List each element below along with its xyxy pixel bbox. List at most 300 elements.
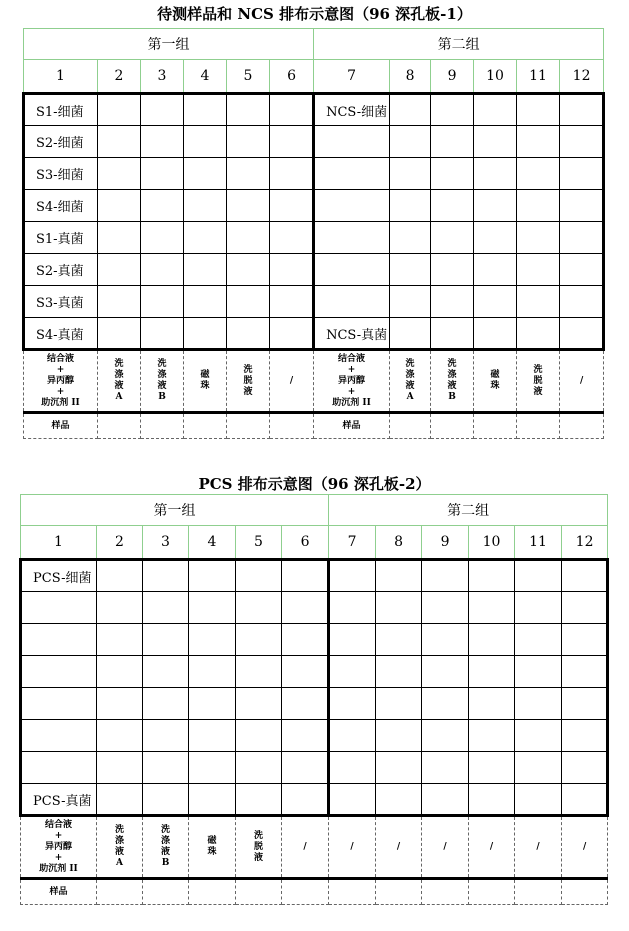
plate1-reagent-7-line: 异丙醇 [338, 375, 366, 386]
plate2-well-r6-c8 [376, 720, 422, 752]
plate1-well-r1-c11 [517, 94, 560, 126]
plate2-reagent-11 [515, 816, 562, 879]
plate2-well-r7-c10 [469, 752, 515, 784]
plate2-well-r1-c10 [469, 560, 515, 592]
plate1-well-r1-c3 [141, 94, 184, 126]
plate2-reagent-3-line: 洗 [160, 825, 170, 835]
plate1-well-r4-c10 [474, 190, 517, 222]
plate2-well-r2-c8 [376, 592, 422, 624]
plate2-well-r7-c9 [422, 752, 469, 784]
plate1-reagent-9-line: B [448, 392, 456, 402]
plate1-reagent-4 [184, 350, 227, 413]
plate2-group2-header: 第二组 [329, 495, 608, 526]
plate1-reagent-10 [474, 350, 517, 413]
plate2-sample-c5 [236, 879, 282, 905]
plate1-title: 待测样品和 NCS 排布示意图（96 深孔板-1） [157, 5, 472, 23]
plate1-reagent-11-line: 液 [533, 386, 543, 397]
plate2-well-r2-c2 [97, 592, 143, 624]
plate2-sample-c1: 样品 [21, 879, 97, 905]
plate1-well-r5-c3 [141, 222, 184, 254]
plate1-well-r4-c3 [141, 190, 184, 222]
plate1-well-r4-c11 [517, 190, 560, 222]
plate1-reagent-8-line: 涤 [405, 370, 415, 380]
plate2-well-r1-c4 [189, 560, 236, 592]
plate1-well-r4-c4 [184, 190, 227, 222]
plate2-well-r6-c10 [469, 720, 515, 752]
plate2-well-r8-c10 [469, 784, 515, 816]
plate2-well-r4-c12 [562, 656, 608, 688]
plate2-well-r1-c8 [376, 560, 422, 592]
plate1-sample-c6 [270, 413, 314, 439]
plate2-sample-c11 [515, 879, 562, 905]
plate2-reagent-10-line: / [489, 841, 494, 852]
plate2-well-r8-c1: PCS-真菌 [21, 784, 97, 816]
plate1-well-r8-c7: NCS-真菌 [314, 318, 390, 350]
plate2-reagent-2-line: A [116, 858, 123, 868]
plate1-well-r1-c7: NCS-细菌 [314, 94, 390, 126]
plate1-well-r8-c12 [560, 318, 604, 350]
plate2-well-r1-c12 [562, 560, 608, 592]
plate2-well-r1-c3 [143, 560, 189, 592]
plate2-well-r3-c9 [422, 624, 469, 656]
plate1-reagent-9 [431, 350, 474, 413]
plate1-well-r2-c7 [314, 126, 390, 158]
plate2-well-r4-c7 [329, 656, 376, 688]
plate1-well-r3-c4 [184, 158, 227, 190]
plate2-col-10-header: 10 [469, 526, 515, 560]
plate2-well-r3-c3 [143, 624, 189, 656]
plate1-reagent-8 [390, 350, 431, 413]
plate1-well-r6-c2 [98, 254, 141, 286]
plate1-well-r8-c2 [98, 318, 141, 350]
plate2-well-r7-c11 [515, 752, 562, 784]
plate1-well-r7-c11 [517, 286, 560, 318]
plate2-well-r1-c11 [515, 560, 562, 592]
plate2-well-r5-c12 [562, 688, 608, 720]
plate1-well-r3-c7 [314, 158, 390, 190]
plate2-sample-c9 [422, 879, 469, 905]
plate1-reagent-12 [560, 350, 604, 413]
plate2-well-r5-c10 [469, 688, 515, 720]
plate2-reagent-3-line: B [161, 858, 170, 868]
plate2-reagent-4 [189, 816, 236, 879]
plate1-sample-c7: 样品 [314, 413, 390, 439]
plate2-well-r3-c8 [376, 624, 422, 656]
plate2-well-r7-c12 [562, 752, 608, 784]
plate1-reagent-10-line: 珠 [490, 381, 500, 391]
plate1-well-r6-c8 [390, 254, 431, 286]
plate1-well-r8-c9 [431, 318, 474, 350]
plate1-sample-c1: 样品 [24, 413, 98, 439]
plate2-well-r6-c3 [143, 720, 189, 752]
plate2-reagent-6 [282, 816, 329, 879]
plate2-well-r1-c6 [282, 560, 329, 592]
plate2-well-r5-c5 [236, 688, 282, 720]
plate2-sample-c4 [189, 879, 236, 905]
plate1-well-r5-c1: S1-真菌 [24, 222, 98, 254]
plate1-well-r2-c11 [517, 126, 560, 158]
plate2-well-r2-c4 [189, 592, 236, 624]
plate2-reagent-3-line: 液 [160, 847, 170, 857]
plate1-well-r5-c5 [227, 222, 270, 254]
plate1-well-r2-c10 [474, 126, 517, 158]
plate1-col-2-header: 2 [98, 60, 141, 94]
plate2-reagent-3 [143, 816, 189, 879]
plate1-reagent-5-line: 液 [243, 386, 253, 397]
plate1-sample-c5 [227, 413, 270, 439]
plate1-well-r6-c4 [184, 254, 227, 286]
plate2-well-r5-c7 [329, 688, 376, 720]
plate2-well-r4-c3 [143, 656, 189, 688]
plate1-reagent-7 [314, 350, 390, 413]
plate2-col-9-header: 9 [422, 526, 469, 560]
plate1-well-r1-c4 [184, 94, 227, 126]
plate1-reagent-1-line: + [56, 364, 65, 375]
plate2-reagent-4-line: 珠 [207, 847, 217, 857]
plate2-well-r4-c5 [236, 656, 282, 688]
plate2-well-r4-c1 [21, 656, 97, 688]
plate1-well-r2-c3 [141, 126, 184, 158]
plate1-well-r2-c9 [431, 126, 474, 158]
plate1-reagent-1-line: 结合液 [46, 353, 74, 364]
plate2-reagent-5-line: 洗 [253, 830, 263, 841]
plate1-well-r6-c6 [270, 254, 314, 286]
plate2-well-r8-c7 [329, 784, 376, 816]
plate2-reagent-1-line: 结合液 [44, 819, 72, 830]
plate2-reagent-7-line: / [350, 841, 354, 852]
plate2-well-r2-c6 [282, 592, 329, 624]
plate2-well-r5-c4 [189, 688, 236, 720]
plate1-well-r8-c1: S4-真菌 [24, 318, 98, 350]
plate2-sample-c8 [376, 879, 422, 905]
plate1-well-r7-c2 [98, 286, 141, 318]
plate2-well-r7-c5 [236, 752, 282, 784]
plate2-sample-c7 [329, 879, 376, 905]
plate1-reagent-7-line: 结合液 [338, 353, 366, 364]
plate1-well-r1-c6 [270, 94, 314, 126]
plate2-well-r5-c6 [282, 688, 329, 720]
plate1-col-3-header: 3 [141, 60, 184, 94]
plate1-well-r7-c8 [390, 286, 431, 318]
plate1-reagent-2-line: A [115, 392, 123, 402]
plate1-well-r8-c11 [517, 318, 560, 350]
plate2-well-r6-c1 [21, 720, 97, 752]
plate2-well-r6-c6 [282, 720, 329, 752]
plate1-well-r7-c9 [431, 286, 474, 318]
plate2-reagent-12 [562, 816, 608, 879]
plate2-well-r3-c1 [21, 624, 97, 656]
plate2-well-r3-c2 [97, 624, 143, 656]
plate2-well-r7-c7 [329, 752, 376, 784]
plate2-col-12-header: 12 [562, 526, 608, 560]
plate2-well-r1-c7 [329, 560, 376, 592]
plate1-well-r3-c5 [227, 158, 270, 190]
plate1-col-7-header: 7 [314, 60, 390, 94]
plate2-col-8-header: 8 [376, 526, 422, 560]
plate1-well-r3-c2 [98, 158, 141, 190]
plate2-well-r6-c7 [329, 720, 376, 752]
plate1-well-r1-c1: S1-细菌 [24, 94, 98, 126]
plate1-reagent-9-line: 洗 [447, 359, 457, 369]
plate1-reagent-2 [98, 350, 141, 413]
plate1-well-r6-c5 [227, 254, 270, 286]
plate1-well-r3-c9 [431, 158, 474, 190]
plate2-well-r8-c6 [282, 784, 329, 816]
plate1-well-r6-c3 [141, 254, 184, 286]
plate2-well-r3-c5 [236, 624, 282, 656]
plate2-col-11-header: 11 [515, 526, 562, 560]
plate1-well-r2-c2 [98, 126, 141, 158]
plate1-reagent-3-line: 涤 [157, 370, 167, 380]
plate2-well-r2-c10 [469, 592, 515, 624]
plate2-reagent-1-line: 异丙醇 [44, 841, 72, 852]
plate2-title: PCS 排布示意图（96 深孔板-2） [198, 475, 431, 493]
plate1-well-r1-c9 [431, 94, 474, 126]
plate2-well-r1-c9 [422, 560, 469, 592]
plate1-reagent-11 [517, 350, 560, 413]
plate2-well-r2-c1 [21, 592, 97, 624]
plate2-reagent-7 [329, 816, 376, 879]
plate2-reagent-1-line: 助沉剂 II [39, 863, 78, 874]
plate2-well-r1-c2 [97, 560, 143, 592]
plate1-reagent-4-line: 珠 [200, 381, 210, 391]
plate1-well-r8-c8 [390, 318, 431, 350]
plate1-well-r6-c10 [474, 254, 517, 286]
plate1-sample-c12 [560, 413, 604, 439]
plate1-reagent-2-line: 涤 [114, 370, 124, 380]
plate1-sample-c8 [390, 413, 431, 439]
plate2-well-r5-c11 [515, 688, 562, 720]
plate1-sample-c9 [431, 413, 474, 439]
plate2-well-r7-c4 [189, 752, 236, 784]
plate2-well-r8-c8 [376, 784, 422, 816]
plate1-well-r3-c8 [390, 158, 431, 190]
plate2-well-r3-c4 [189, 624, 236, 656]
plate1-sample-c2 [98, 413, 141, 439]
plate1-sample-c4 [184, 413, 227, 439]
plate2-well-r4-c10 [469, 656, 515, 688]
plate1-col-8-header: 8 [390, 60, 431, 94]
plate2-col-7-header: 7 [329, 526, 376, 560]
plate1-well-r8-c3 [141, 318, 184, 350]
plate2-reagent-5-line: 液 [253, 852, 263, 863]
plate1-reagent-3-line: B [158, 392, 166, 402]
plate2-reagent-8-line: / [396, 841, 401, 852]
plate2-well-r8-c4 [189, 784, 236, 816]
plate1-reagent-8-line: 液 [405, 381, 415, 391]
plate2-well-r2-c3 [143, 592, 189, 624]
plate1-reagent-9-line: 液 [447, 381, 457, 391]
plate1-col-5-header: 5 [227, 60, 270, 94]
plate2-reagent-1-line: + [54, 852, 63, 863]
plate1-well-r3-c1: S3-细菌 [24, 158, 98, 190]
plate2-well-r4-c4 [189, 656, 236, 688]
plate2-well-r8-c12 [562, 784, 608, 816]
plate1-reagent-2-line: 洗 [114, 359, 124, 369]
plate1-col-1-header: 1 [24, 60, 98, 94]
plate1-well-r5-c11 [517, 222, 560, 254]
plate1-well-r4-c2 [98, 190, 141, 222]
plate2-well-r6-c9 [422, 720, 469, 752]
plate2-reagent-10 [469, 816, 515, 879]
plate1-reagent-7-line: 助沉剂 II [332, 397, 371, 408]
plate1-reagent-1-line: 助沉剂 II [41, 397, 80, 408]
plate2-reagent-5 [236, 816, 282, 879]
plate2-well-r6-c5 [236, 720, 282, 752]
plate2-reagent-1 [21, 816, 97, 879]
plate1-sample-c3 [141, 413, 184, 439]
plate1-well-r6-c1: S2-真菌 [24, 254, 98, 286]
plate2-col-4-header: 4 [189, 526, 236, 560]
plate2-col-5-header: 5 [236, 526, 282, 560]
plate2-sample-c12 [562, 879, 608, 905]
plate2-well-r8-c3 [143, 784, 189, 816]
plate2-well-r8-c9 [422, 784, 469, 816]
plate1-well-r1-c10 [474, 94, 517, 126]
plate1-well-r8-c5 [227, 318, 270, 350]
plate1-reagent-5-line: 洗 [243, 364, 253, 375]
plate1-well-r7-c5 [227, 286, 270, 318]
plate1-well-r8-c4 [184, 318, 227, 350]
plate2-reagent-1-line: + [54, 830, 63, 841]
plate2-well-r7-c1 [21, 752, 97, 784]
plate1-well-r4-c9 [431, 190, 474, 222]
plate2-well-r4-c11 [515, 656, 562, 688]
plate1-well-r7-c7 [314, 286, 390, 318]
plate1-col-12-header: 12 [560, 60, 604, 94]
plate1-well-r5-c6 [270, 222, 314, 254]
plate1-well-r2-c8 [390, 126, 431, 158]
plate1-well-r3-c3 [141, 158, 184, 190]
plate2-reagent-3-line: 涤 [160, 836, 170, 846]
plate1-well-r5-c12 [560, 222, 604, 254]
plate1-reagent-3 [141, 350, 184, 413]
plate1-col-9-header: 9 [431, 60, 474, 94]
plate1-well-r3-c10 [474, 158, 517, 190]
plate1-well-r4-c7 [314, 190, 390, 222]
plate1-well-r2-c12 [560, 126, 604, 158]
plate2-sample-c3 [143, 879, 189, 905]
plate1-well-r5-c10 [474, 222, 517, 254]
plate1-reagent-1-line: + [56, 386, 65, 397]
plate2-col-2-header: 2 [97, 526, 143, 560]
plate2-well-r4-c8 [376, 656, 422, 688]
plate2-well-r2-c5 [236, 592, 282, 624]
plate2-reagent-2-line: 洗 [114, 825, 124, 835]
plate1-reagent-7-line: + [347, 364, 356, 375]
plate2-well-r2-c12 [562, 592, 608, 624]
plate1-well-r4-c6 [270, 190, 314, 222]
plate1-group1-header: 第一组 [24, 29, 314, 60]
plate1-reagent-1 [24, 350, 98, 413]
plate1-well-r7-c1: S3-真菌 [24, 286, 98, 318]
plate1-well-r5-c2 [98, 222, 141, 254]
plate2-well-r6-c11 [515, 720, 562, 752]
plate1-well-r1-c12 [560, 94, 604, 126]
plate1-well-r3-c11 [517, 158, 560, 190]
plate1-reagent-5 [227, 350, 270, 413]
plate1-reagent-11-line: 洗 [533, 364, 543, 375]
plate1-well-r2-c5 [227, 126, 270, 158]
plate1-well-r5-c8 [390, 222, 431, 254]
plate1-sample-c10 [474, 413, 517, 439]
plate2-well-r2-c11 [515, 592, 562, 624]
plate1-reagent-10-line: 磁 [490, 370, 500, 380]
plate1-well-r7-c10 [474, 286, 517, 318]
plate1-well-r5-c9 [431, 222, 474, 254]
plate1-table [22, 28, 605, 439]
plate1-well-r5-c7 [314, 222, 390, 254]
plate2-well-r3-c10 [469, 624, 515, 656]
plate2-group1-header: 第一组 [21, 495, 329, 526]
plate2-well-r5-c8 [376, 688, 422, 720]
plate2-reagent-12-line: / [582, 841, 587, 852]
plate2-reagent-9 [422, 816, 469, 879]
plate2-well-r7-c3 [143, 752, 189, 784]
plate2-well-r6-c12 [562, 720, 608, 752]
plate2-well-r4-c2 [97, 656, 143, 688]
plate2-reagent-2 [97, 816, 143, 879]
plate1-reagent-4-line: 磁 [200, 370, 210, 380]
plate2-well-r5-c9 [422, 688, 469, 720]
plate1-well-r8-c6 [270, 318, 314, 350]
plate2-well-r5-c2 [97, 688, 143, 720]
plate2-well-r2-c7 [329, 592, 376, 624]
plate1-reagent-5-line: 脱 [243, 375, 253, 386]
plate1-well-r5-c4 [184, 222, 227, 254]
plate2-well-r6-c2 [97, 720, 143, 752]
plate2-reagent-2-line: 涤 [114, 836, 124, 846]
plate1-well-r6-c7 [314, 254, 390, 286]
plate2-reagent-6-line: / [303, 841, 307, 852]
plate1-well-r6-c12 [560, 254, 604, 286]
plate2-sample-c2 [97, 879, 143, 905]
plate1-reagent-3-line: 洗 [157, 359, 167, 369]
plate2-reagent-8 [376, 816, 422, 879]
plate2-reagent-9-line: / [443, 841, 447, 852]
plate1-well-r6-c9 [431, 254, 474, 286]
plate1-group2-header: 第二组 [314, 29, 604, 60]
plate2-table [19, 494, 609, 905]
plate2-well-r1-c5 [236, 560, 282, 592]
plate1-col-10-header: 10 [474, 60, 517, 94]
plate2-well-r7-c6 [282, 752, 329, 784]
plate1-col-11-header: 11 [517, 60, 560, 94]
plate1-reagent-7-line: + [347, 386, 356, 397]
plate1-well-r7-c3 [141, 286, 184, 318]
plate2-col-1-header: 1 [21, 526, 97, 560]
plate1-reagent-8-line: 洗 [405, 359, 415, 369]
plate2-well-r8-c5 [236, 784, 282, 816]
plate2-well-r5-c1 [21, 688, 97, 720]
plate2-well-r7-c8 [376, 752, 422, 784]
plate1-well-r1-c5 [227, 94, 270, 126]
plate2-well-r2-c9 [422, 592, 469, 624]
plate2-well-r1-c1: PCS-细菌 [21, 560, 97, 592]
plate2-reagent-4-line: 磁 [207, 836, 217, 846]
plate1-well-r8-c10 [474, 318, 517, 350]
plate2-well-r3-c12 [562, 624, 608, 656]
plate1-well-r4-c5 [227, 190, 270, 222]
plate1-well-r4-c8 [390, 190, 431, 222]
plate2-col-3-header: 3 [143, 526, 189, 560]
plate2-well-r3-c7 [329, 624, 376, 656]
plate1-col-4-header: 4 [184, 60, 227, 94]
plate1-reagent-6 [270, 350, 314, 413]
plate2-reagent-2-line: 液 [114, 847, 124, 857]
plate2-well-r3-c11 [515, 624, 562, 656]
plate2-col-6-header: 6 [282, 526, 329, 560]
